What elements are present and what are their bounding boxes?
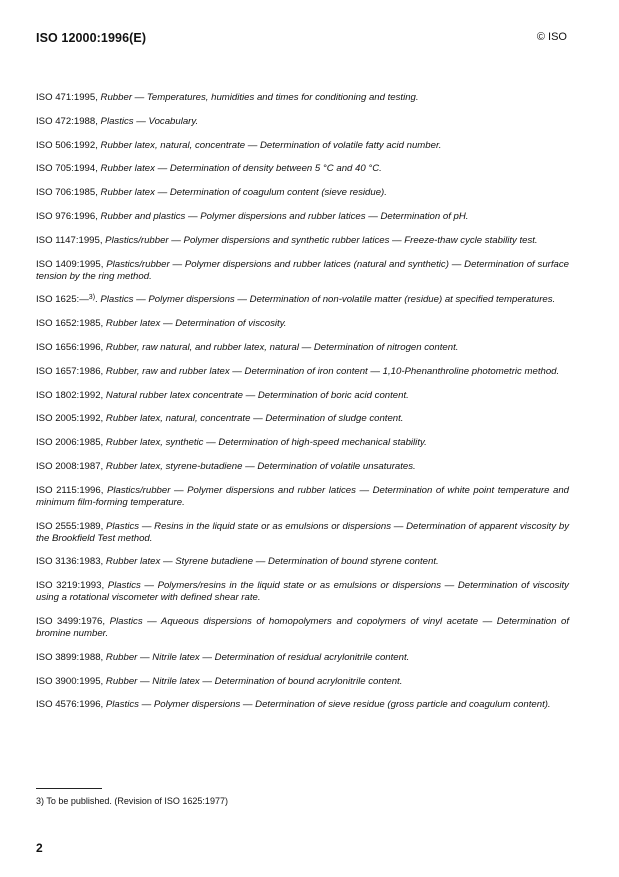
reference-designation: ISO 1652:1985, bbox=[36, 318, 104, 330]
reference-designation: ISO 4576:1996, bbox=[36, 699, 104, 711]
reference-designation: ISO 976:1996, bbox=[36, 210, 98, 222]
reference-title: Rubber latex, styrene-butadiene — Determination of volatile unsaturates. bbox=[105, 460, 416, 472]
reference-title: Rubber latex — Determination of coagulum content (sieve residue). bbox=[100, 187, 387, 199]
reference-entry bbox=[36, 366, 569, 378]
reference-designation: ISO 1625:— bbox=[36, 294, 89, 306]
reference-designation: ISO 2005:1992, bbox=[36, 413, 104, 425]
reference-entry bbox=[36, 437, 569, 449]
reference-entry bbox=[36, 676, 569, 688]
reference-title: Plastics — Resins in the liquid state or as emulsions or dispersions — Determination of apparent viscosity by the Brookfield Test method. bbox=[36, 520, 569, 544]
reference-designation: ISO 1147:1995, bbox=[36, 234, 103, 246]
reference-title: Rubber latex — Determination of density between 5 °C and 40 °C. bbox=[100, 163, 382, 175]
normative-references-list bbox=[36, 92, 569, 723]
reference-designation: ISO 1802:1992, bbox=[36, 389, 104, 401]
page-number: 2 bbox=[36, 841, 43, 855]
reference-designation: ISO 472:1988, bbox=[36, 115, 98, 127]
reference-entry bbox=[36, 556, 569, 568]
reference-title: Plastics/rubber — Polymer dispersions and rubber latices (natural and synthetic) — Determination of surface tension by the ring method. bbox=[36, 258, 569, 282]
reference-entry bbox=[36, 140, 569, 152]
reference-entry bbox=[36, 92, 569, 104]
reference-designation: ISO 3136:1983, bbox=[36, 556, 104, 568]
reference-entry bbox=[36, 390, 569, 402]
reference-entry bbox=[36, 521, 569, 545]
reference-entry bbox=[36, 652, 569, 664]
reference-entry bbox=[36, 116, 569, 128]
reference-entry bbox=[36, 318, 569, 330]
reference-designation: ISO 1409:1995, bbox=[36, 258, 104, 270]
reference-entry bbox=[36, 259, 569, 283]
reference-title: Rubber latex — Styrene butadiene — Determination of bound styrene content. bbox=[105, 556, 439, 568]
reference-entry bbox=[36, 211, 569, 223]
reference-entry bbox=[36, 235, 569, 247]
reference-title: Plastics — Aqueous dispersions of homopolymers and copolymers of vinyl acetate — Determination of bromine number. bbox=[36, 615, 569, 639]
reference-title: Plastics — Vocabulary. bbox=[100, 115, 199, 127]
reference-designation: ISO 3219:1993, bbox=[36, 580, 105, 592]
reference-title: Plastics — Polymer dispersions — Determination of non-volatile matter (residue) at specified temperatures. bbox=[100, 294, 556, 306]
footnote-marker: 3) bbox=[88, 294, 96, 302]
footnote: 3) To be published. (Revision of ISO 1625:1977) bbox=[36, 796, 228, 806]
reference-title: Natural rubber latex concentrate — Determination of boric acid content. bbox=[105, 389, 409, 401]
reference-title: Plastics/rubber — Polymer dispersions and synthetic rubber latices — Freeze-thaw cycle stability test. bbox=[105, 234, 538, 246]
reference-designation: ISO 1657:1986, bbox=[36, 365, 104, 377]
reference-designation: ISO 706:1985, bbox=[36, 187, 98, 199]
reference-title: Rubber — Nitrile latex — Determination of bound acrylonitrile content. bbox=[105, 675, 403, 687]
reference-title: Rubber, raw natural, and rubber latex, natural — Determination of nitrogen content. bbox=[105, 341, 459, 353]
reference-entry bbox=[36, 616, 569, 640]
reference-designation: ISO 2555:1989, bbox=[36, 520, 104, 532]
reference-title: Rubber latex, synthetic — Determination of high-speed mechanical stability. bbox=[105, 437, 427, 449]
reference-designation: ISO 506:1992, bbox=[36, 139, 98, 151]
footnote-rule bbox=[36, 788, 102, 789]
reference-title: Rubber latex, natural, concentrate — Determination of volatile fatty acid number. bbox=[100, 139, 442, 151]
reference-title: Plastics — Polymer dispersions — Determination of sieve residue (gross particle and coagulum content). bbox=[105, 699, 551, 711]
reference-title: Plastics — Polymers/resins in the liquid state or as emulsions or dispersions — Determination of viscosity using a rotational viscometer with defined shear rate. bbox=[36, 580, 569, 604]
reference-title: Rubber and plastics — Polymer dispersions and rubber latices — Determination of pH. bbox=[100, 210, 469, 222]
reference-designation: ISO 3899:1988, bbox=[36, 651, 104, 663]
reference-title: Rubber — Nitrile latex — Determination of residual acrylonitrile content. bbox=[105, 651, 410, 663]
reference-designation: ISO 3499:1976, bbox=[36, 615, 106, 627]
reference-title: Plastics/rubber — Polymer dispersions and rubber latices — Determination of white point temperature and minimum film-forming temperature. bbox=[36, 484, 570, 508]
reference-entry bbox=[36, 699, 569, 711]
reference-title: Rubber latex, natural, concentrate — Determination of sludge content. bbox=[105, 413, 404, 425]
reference-entry bbox=[36, 413, 569, 425]
reference-entry bbox=[36, 580, 569, 604]
reference-entry bbox=[36, 342, 569, 354]
reference-designation: ISO 2006:1985, bbox=[36, 437, 104, 449]
reference-entry bbox=[36, 163, 569, 175]
reference-designation: ISO 471:1995, bbox=[36, 92, 98, 103]
reference-designation: ISO 2008:1987, bbox=[36, 460, 104, 472]
reference-designation: ISO 1656:1996, bbox=[36, 341, 104, 353]
reference-entry bbox=[36, 461, 569, 473]
reference-separator: . bbox=[95, 294, 98, 306]
reference-title: Rubber — Temperatures, humidities and times for conditioning and testing. bbox=[100, 92, 419, 103]
reference-title: Rubber latex — Determination of viscosity. bbox=[105, 318, 287, 330]
standard-id: ISO 12000:1996(E) bbox=[36, 31, 147, 45]
copyright-notice: © ISO bbox=[536, 31, 567, 43]
reference-entry bbox=[36, 294, 569, 306]
reference-entry bbox=[36, 485, 569, 509]
reference-title: Rubber, raw and rubber latex — Determination of iron content — 1,10-Phenanthroline photometric method. bbox=[105, 365, 560, 377]
reference-designation: ISO 705:1994, bbox=[36, 163, 98, 175]
reference-designation: ISO 3900:1995, bbox=[36, 675, 104, 687]
reference-designation: ISO 2115:1996, bbox=[36, 484, 104, 496]
reference-entry bbox=[36, 187, 569, 199]
